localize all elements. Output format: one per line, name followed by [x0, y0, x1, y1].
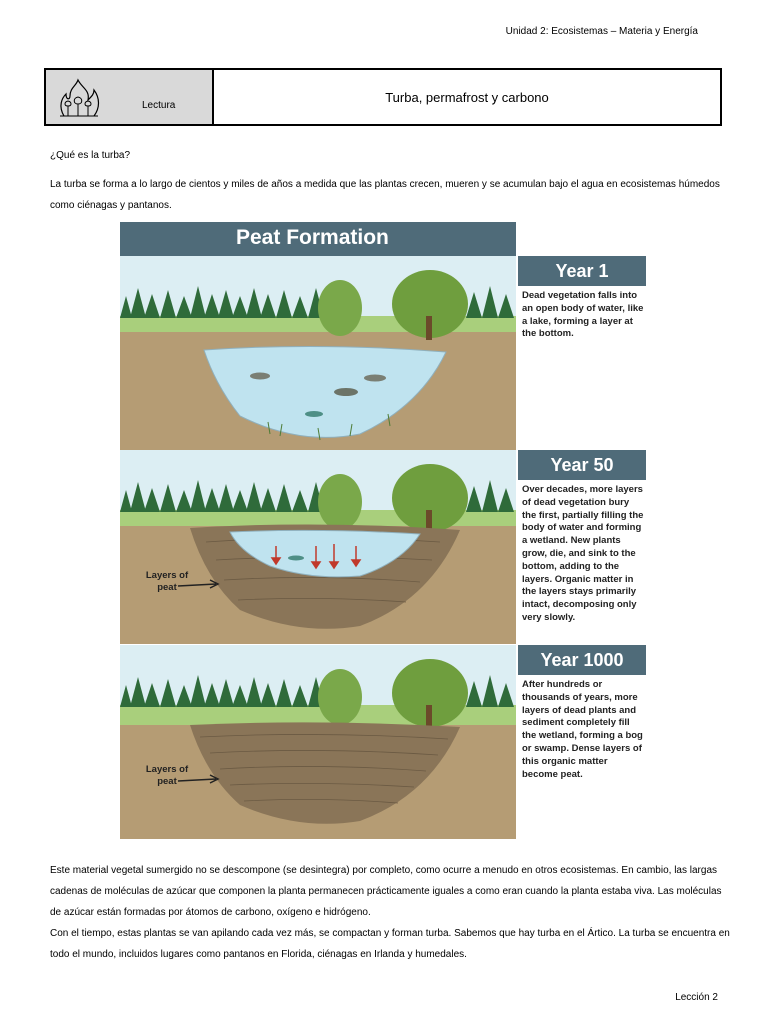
panel-year-1000 — [120, 645, 516, 839]
lesson-title: Turba, permafrost y carbono — [385, 89, 549, 105]
peat-formation-figure — [120, 222, 648, 840]
peat-label-year-1000: Layers of peat — [145, 764, 189, 787]
year-50-tag: Year 50 — [518, 450, 646, 480]
section-label: Lectura — [142, 100, 176, 111]
paragraph-intro: La turba se forma a lo largo de cientos y miles de años a medida que las plantas crecen, mueren y se acumulan bajo el agua en ecosistemas húmedos como ciénagas y pantanos. — [50, 179, 720, 211]
page-footer: Lección 2 — [675, 992, 718, 1003]
peat-label-year-50: Layers of peat — [145, 570, 189, 593]
year-50-description: Over decades, more layers of dead vegetation bury the first, partially filling the body of water and forming a wetland. New plants grow, die, and sink to the bottom, adding to the layers. Organic matter in the layers stays primarily intact, decomposing only very slowly. — [522, 484, 644, 623]
unit-header: Unidad 2: Ecosistemas – Materia y Energía — [505, 26, 698, 37]
figure-title: Peat Formation — [236, 226, 389, 249]
panel-year-50 — [120, 450, 516, 644]
panel-year-1 — [120, 256, 516, 450]
year-1000-description: After hundreds or thousands of years, more layers of dead plants and sediment completely fill the wetland, forming a bog or swamp. Dense layers of this organic matter become peat. — [522, 679, 643, 780]
section-label-cell — [46, 70, 214, 124]
paragraph-peat-locations: Con el tiempo, estas plantas se van apilando cada vez más, se compactan y forman turba. Sabemos que hay turba en el Ártico. La turba se encuentra en todo el mundo, incluidos lugares como pantanos en Florida, ciénagas en Irlanda y humedales. — [50, 928, 730, 960]
question-heading: ¿Qué es la turba? — [50, 150, 131, 161]
lesson-title-box — [44, 68, 722, 126]
figure-title-band — [120, 222, 516, 256]
forest-fire-icon — [56, 76, 102, 118]
year-1-tag: Year 1 — [518, 256, 646, 286]
year-1-description: Dead vegetation falls into an open body of water, like a lake, forming a layer at the bottom. — [522, 290, 644, 340]
paragraph-decomposition: Este material vegetal sumergido no se descompone (se desintegra) por completo, como ocurre a menudo en otros ecosistemas. En cambio, las largas cadenas de moléculas de azúcar que componen la planta permanecen prácticamente iguales a como eran cuando la planta estaba viva. Las moléculas de azúcar están formadas por átomos de carbono, oxígeno e hidrógeno. — [50, 865, 722, 918]
year-1000-tag: Year 1000 — [518, 645, 646, 675]
